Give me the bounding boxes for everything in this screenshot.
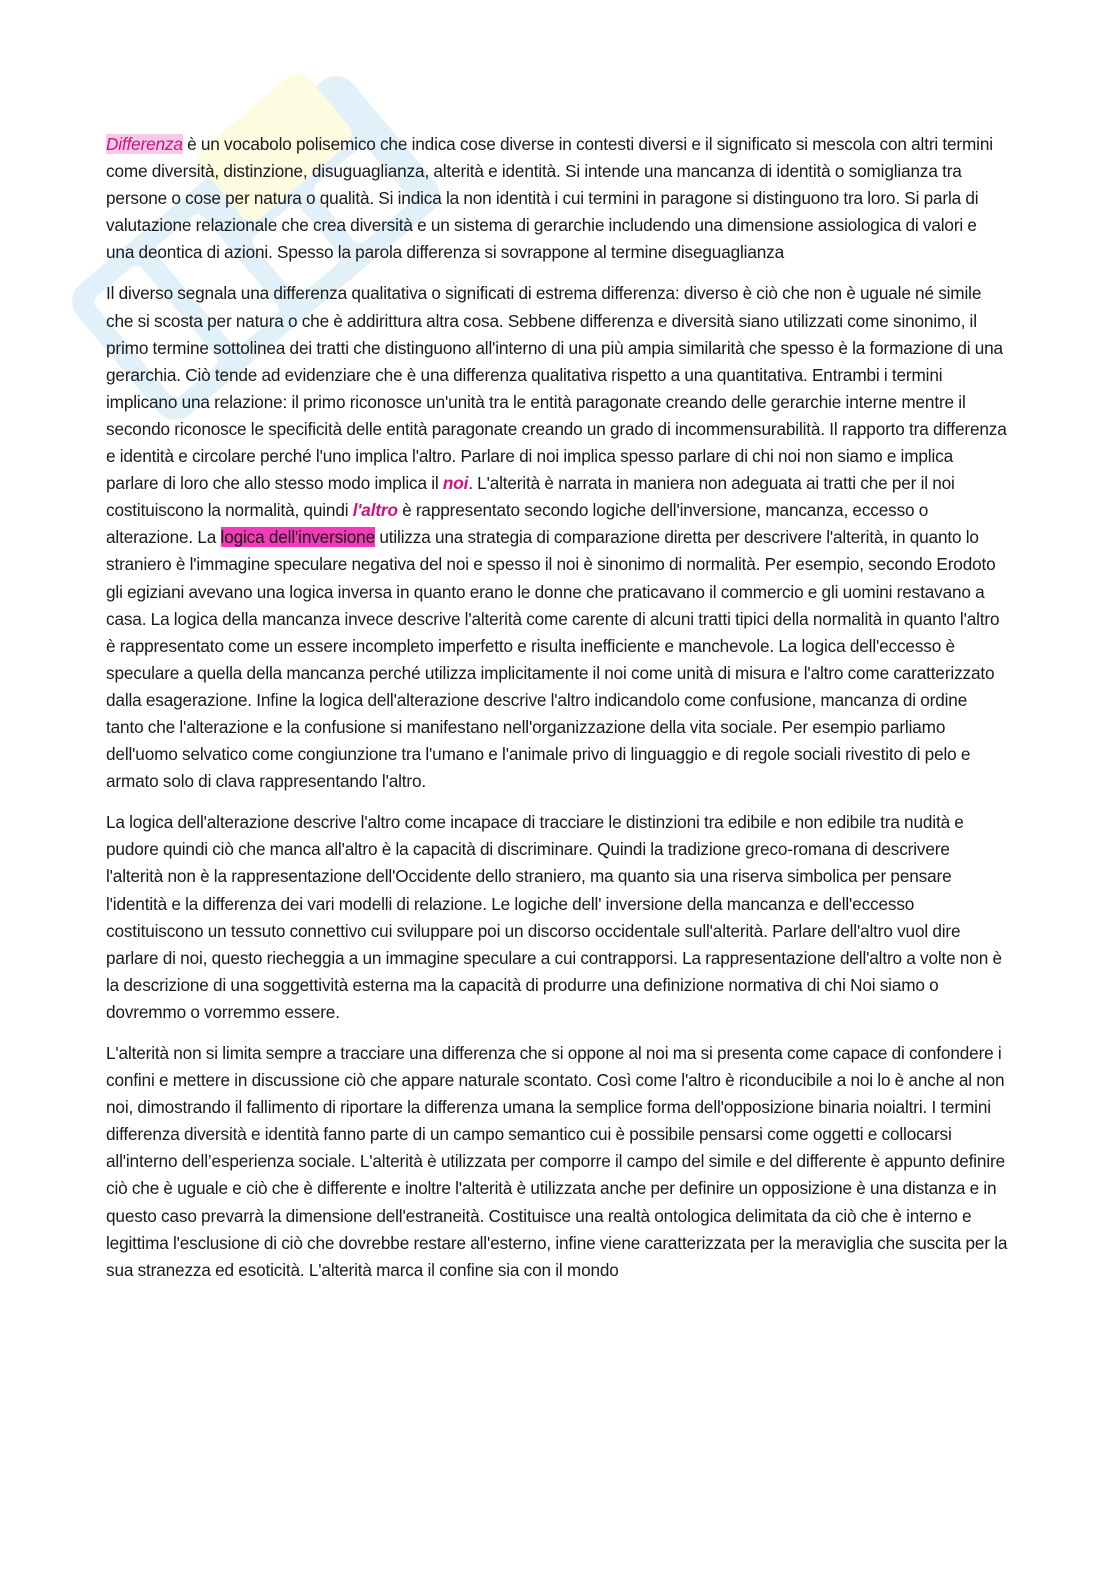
highlighted-term: logica dell'inversione bbox=[220, 527, 375, 548]
text-run: La logica dell'alterazione descrive l'altro come incapace di tracciare le distinzioni tra edibile e non edibile tra nudità e pudore quindi ciò che manca all'altro è la capacità di discriminare. Quindi la tradizione greco-romana di descrivere l'alterità non è la rappresentazione dell'Occidente dello straniero, ma quanto sia una riserva simbolica per pensare l'identità e la differenza dei vari modelli di relazione. Le logiche dell' inversione della mancanza e dell'eccesso costituiscono un tessuto connettivo cui sviluppare poi un discorso occidentale sull'alterità. Parlare dell'altro vuol dire parlare di noi, questo riecheggia a un immagine speculare a cui contrapporsi. La rappresentazione dell'altro a volte non è la descrizione di una soggettività esterna ma la capacità di produrre una definizione normativa di chi Noi siamo o dovremmo o vorremmo essere. bbox=[106, 812, 1002, 1022]
text-run: L'alterità non si limita sempre a tracciare una differenza che si oppone al noi ma si presenta come capace di confondere i confini e mettere in discussione ciò che appare naturale scontato. Così come l'altro è riconducibile a noi lo è anche al non noi, dimostrando il fallimento di riportare la differenza umana la semplice forma dell'opposizione binaria noialtri. I termini differenza diversità e identità fanno parte di un campo semantico cui è possibile pensarsi come oggetti e collocarsi all'interno dell’esperienza sociale. L'alterità è utilizzata per comporre il campo del simile e del differente è appunto definire ciò che è uguale e ciò che è differente e inoltre l'alterità è utilizzata anche per definire un opposizione è una distanza e in questo caso prevarrà la dimensione dell'estraneità. Costituisce una realtà ontologica delimitata da ciò che è interno e legittima l'esclusione di ciò che dovrebbe restare all'esterno, infine viene caratterizzata per la meraviglia che suscita per la sua stranezza ed esoticità. L'alterità marca il confine sia con il mondo bbox=[106, 1043, 1008, 1280]
text-run: è rappresentato secondo logiche dell'inversione, mancanza, eccesso o alterazione. La bbox=[106, 500, 929, 548]
text-run: . L'alterità è narrata in maniera non adeguata ai tratti che per il noi costituiscono la normalità, quindi bbox=[106, 473, 955, 521]
highlighted-term: l'altro bbox=[352, 500, 398, 521]
text-run: Il diverso segnala una differenza qualitativa o significati di estrema differenza: diverso è ciò che non è uguale né simile che si scosta per natura o che è addirittura altra cosa. Sebbene differenza e diversità siano utilizzati come sinonimo, il primo termine sottolinea dei tratti che distinguono all'interno di una più ampia similarità che spesso è la formazione di una gerarchia. Ciò tende ad evidenziare che è una differenza qualitativa rispetto a una quantitativa. Entrambi i termini implicano una relazione: il primo riconosce un'unità tra le entità paragonate creando delle gerarchie interne mentre il secondo riconosce le specificità delle entità paragonate creando un grado di incommensurabilità. Il rapporto tra differenza e identità e circolare perché l'uno implica l'altro. Parlare di noi implica spesso parlare di chi noi non siamo e implica parlare di loro che allo stesso modo implica il bbox=[106, 283, 1007, 494]
paragraph bbox=[106, 1040, 1008, 1284]
text-run: è un vocabolo polisemico che indica cose diverse in contesti diversi e il significato si mescola con altri termini come diversità, distinzione, disuguaglianza, alterità e identità. Si intende una mancanza di identità o somiglianza tra persone o cose per natura o qualità. Si indica la non identità i cui termini in paragone si distinguono tra loro. Si parla di valutazione relazionale che crea diversità e un sistema di gerarchie includendo una dimensione assiologica di valori e una deontica di azioni. Spesso la parola differenza si sovrappone al termine diseguaglianza bbox=[106, 134, 993, 263]
paragraph bbox=[106, 280, 1008, 795]
text-run: utilizza una strategia di comparazione diretta per descrivere l'alterità, in quanto lo straniero è l'immagine speculare negativa del noi e spesso il noi è sinonimo di normalità. Per esempio, secondo Erodoto gli egiziani avevano una logica inversa in quanto erano le donne che praticavano il commercio e gli uomini restavano a casa. La logica della mancanza invece descrive l'alterità come carente di alcuni tratti tipici della normalità in quanto l'altro è rappresentato come un essere incompleto imperfetto e risulta inefficiente e manchevole. La logica dell'eccesso è speculare a quella della mancanza perché utilizza implicitamente il noi come unità di misura e l'altro come caratterizzato dalla esagerazione. Infine la logica dell'alterazione descrive l'altro indicandolo come confusione, mancanza di ordine tanto che l'alterazione e la confusione si manifestano nell'organizzazione della vita sociale. Per esempio parliamo dell'uomo selvatico come congiunzione tra l'umano e l'animale privo di linguaggio e di regole sociali rivestito di pelo e armato solo di clava rappresentando l'altro. bbox=[106, 527, 1000, 792]
highlighted-term: Differenza bbox=[106, 134, 183, 154]
paragraph bbox=[106, 809, 1008, 1026]
document-page bbox=[106, 131, 1008, 1298]
paragraph bbox=[106, 131, 1008, 266]
highlighted-term: noi bbox=[442, 473, 469, 494]
